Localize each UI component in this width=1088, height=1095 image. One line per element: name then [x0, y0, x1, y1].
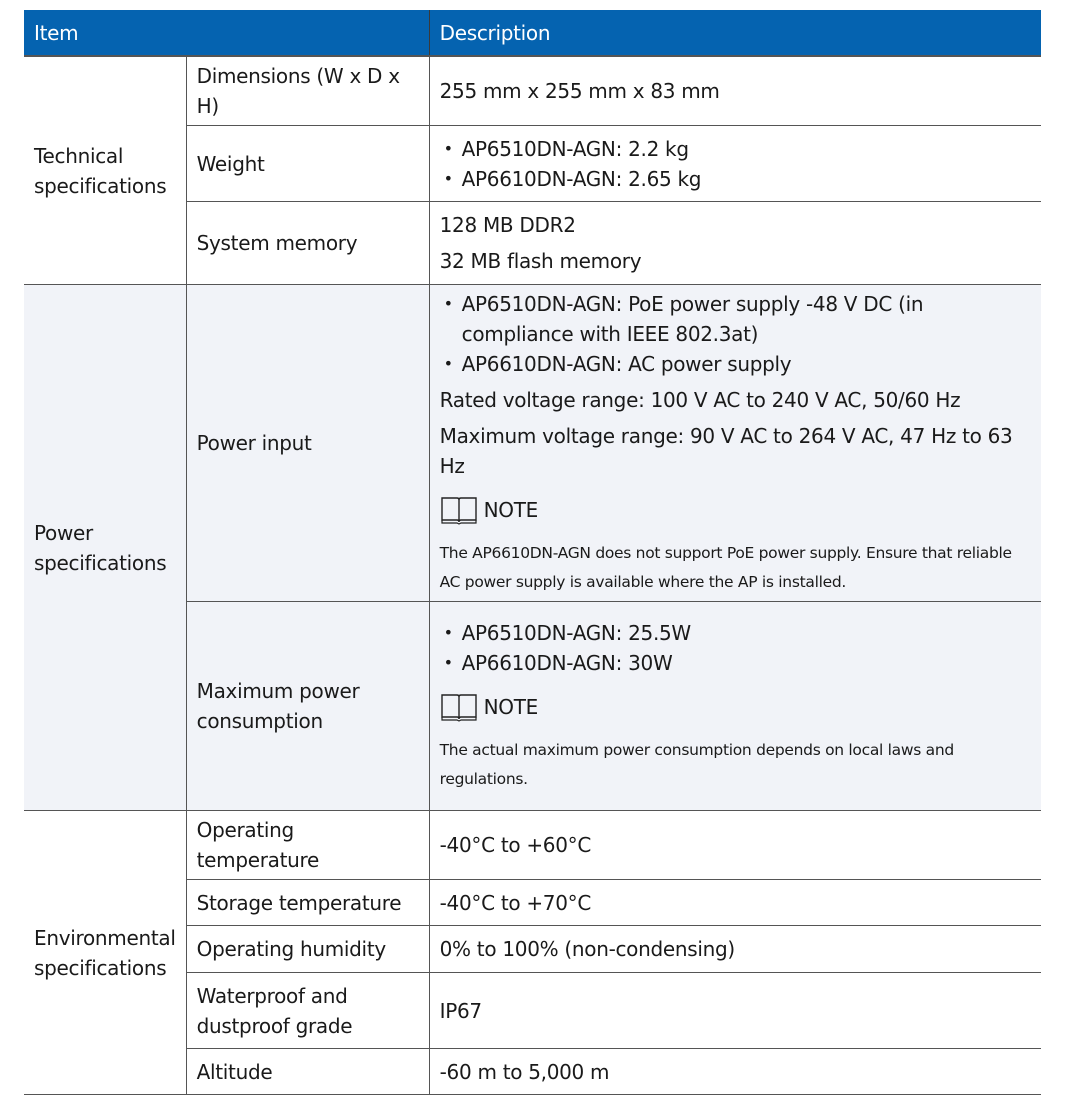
description: [429, 126, 1041, 202]
list-item: • AP6510DN-AGN: 2.2 kg: [440, 134, 1031, 164]
group-environmental: [24, 811, 1041, 1095]
item-label: System memory: [186, 202, 429, 285]
note-heading: NOTE: [440, 495, 1031, 525]
header-item: Item: [24, 10, 429, 56]
description: -40°C to +70°C: [429, 880, 1041, 926]
book-icon: [440, 495, 478, 525]
description: [429, 602, 1041, 811]
list-item: • AP6510DN-AGN: 25.5W: [440, 618, 1031, 648]
description: 0% to 100% (non-condensing): [429, 926, 1041, 973]
description: 255 mm x 255 mm x 83 mm: [429, 56, 1041, 126]
item-label: Weight: [186, 126, 429, 202]
bullet-list: [440, 618, 1031, 678]
table-row: [24, 56, 1041, 126]
description: -60 m to 5,000 m: [429, 1049, 1041, 1095]
description: -40°C to +60°C: [429, 811, 1041, 880]
bullet-list: [440, 134, 1031, 194]
list-item: • AP6610DN-AGN: 30W: [440, 648, 1031, 678]
spec-table: [24, 10, 1041, 1095]
list-item: • AP6510DN-AGN: PoE power supply -48 V DC (in compliance with IEEE 802.3at): [440, 289, 1031, 349]
description: 128 MB DDR2 32 MB flash memory: [429, 202, 1041, 285]
description: IP67: [429, 973, 1041, 1049]
list-item: • AP6610DN-AGN: 2.65 kg: [440, 164, 1031, 194]
group-label: Technical specifications: [24, 56, 186, 285]
item-label: Waterproof and dustproof grade: [186, 973, 429, 1049]
table-header: [24, 10, 1041, 56]
group-label: Environmental specifications: [24, 811, 186, 1095]
note-text: The AP6610DN-AGN does not support PoE power supply. Ensure that reliable AC power supply is available where the AP is installed.: [439, 544, 1012, 591]
item-label: Dimensions (W x D x H): [186, 56, 429, 126]
group-label: Power specifications: [24, 285, 186, 811]
item-label: Storage temperature: [186, 880, 429, 926]
item-label: Operating humidity: [186, 926, 429, 973]
item-label: Maximum power consumption: [186, 602, 429, 811]
item-label: Altitude: [186, 1049, 429, 1095]
item-label: Operating temperature: [186, 811, 429, 880]
header-description: Description: [429, 10, 1041, 56]
bullet-list: [440, 289, 1031, 379]
list-item: • AP6610DN-AGN: AC power supply: [440, 349, 1031, 379]
description: • AP6510DN-AGN: PoE power supply -48 V DC (in compliance with IEEE 802.3at) • AP6610DN-AGN: AC power supply Rated voltage range: 100 V AC to 240 V AC, 50/60 Hz Maximum voltage range: 90 V AC to 264 V AC, 47 Hz to 63 Hz NOTE The AP6610DN-AGN does not support PoE power supply. Ensure that reliable AC power supply is available where the AP is installed.: [429, 285, 1041, 602]
group-technical: [24, 56, 1041, 285]
table-row: [24, 811, 1041, 880]
note-text: The actual maximum power consumption depends on local laws and regulations.: [439, 741, 954, 788]
group-power: [24, 285, 1041, 811]
book-icon: [440, 692, 478, 722]
note-heading: NOTE: [440, 692, 1031, 722]
table-row: [24, 285, 1041, 602]
item-label: Power input: [186, 285, 429, 602]
